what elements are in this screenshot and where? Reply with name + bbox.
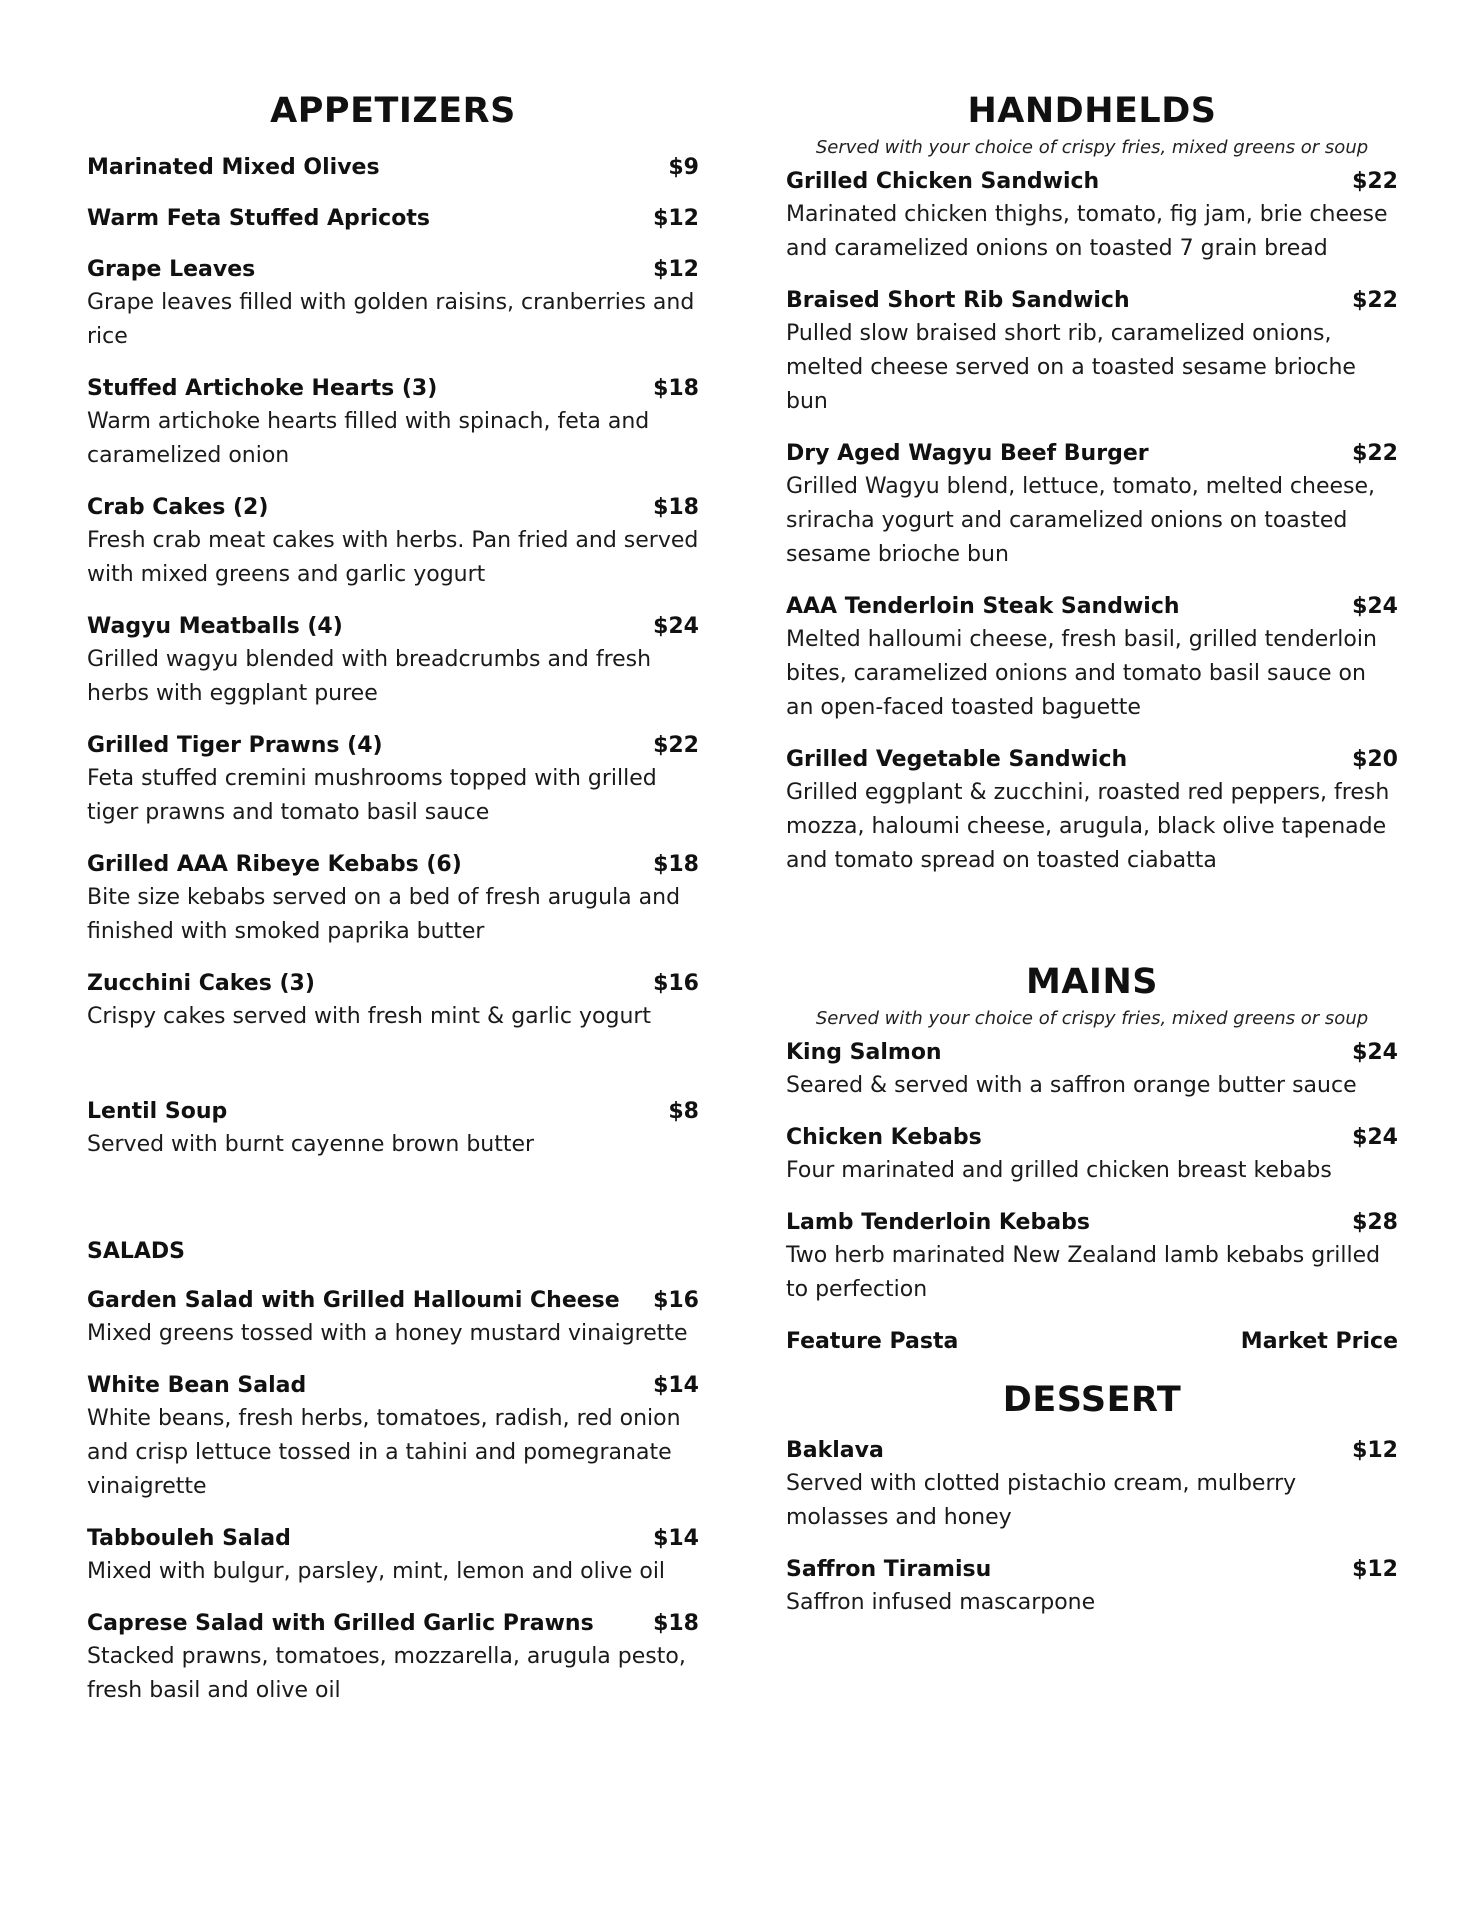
menu-item [786, 1207, 1398, 1307]
item-price: $18 [653, 495, 699, 520]
item-price: $16 [653, 1288, 699, 1313]
menu-item [786, 744, 1398, 878]
item-price: $14 [653, 1373, 699, 1398]
item-name: AAA Tenderloin Steak Sandwich [786, 594, 1180, 619]
item-name: Wagyu Meatballs (4) [87, 614, 343, 639]
menu-item [87, 611, 699, 711]
item-price: $24 [1352, 1125, 1398, 1150]
menu-item [87, 1523, 699, 1589]
item-description: Grape leaves filled with golden raisins, cranberries and rice [87, 290, 695, 349]
menu-item [87, 1370, 699, 1504]
item-description: Pulled slow braised short rib, caramelized onions, melted cheese served on a toasted sesame brioche bun [786, 321, 1356, 414]
handhelds-title: HANDHELDS [967, 91, 1217, 131]
item-price: $14 [653, 1526, 699, 1551]
mains-subtitle: Served with your choice of crispy fries, mixed greens or soup [815, 1008, 1369, 1029]
menu-item [87, 730, 699, 830]
item-name: Chicken Kebabs [786, 1125, 982, 1150]
left-column [87, 84, 699, 1727]
item-name: Grilled AAA Ribeye Kebabs (6) [87, 852, 462, 877]
item-name: Dry Aged Wagyu Beef Burger [786, 441, 1149, 466]
item-description: Feta stuffed cremini mushrooms topped with grilled tiger prawns and tomato basil sauce [87, 766, 657, 825]
item-name: Stuffed Artichoke Hearts (3) [87, 376, 438, 401]
item-name: Marinated Mixed Olives [87, 155, 380, 180]
menu-item [87, 254, 699, 354]
item-name: Baklava [786, 1438, 884, 1463]
item-description: Crispy cakes served with fresh mint & garlic yogurt [87, 1004, 652, 1029]
item-description: Two herb marinated New Zealand lamb kebabs grilled to perfection [786, 1243, 1381, 1302]
item-description: Bite size kebabs served on a bed of fresh arugula and finished with smoked paprika butter [87, 885, 681, 944]
item-price: $18 [653, 852, 699, 877]
item-name: Garden Salad with Grilled Halloumi Cheese [87, 1288, 620, 1313]
item-description: Seared & served with a saffron orange butter sauce [786, 1073, 1357, 1098]
item-description: Mixed greens tossed with a honey mustard vinaigrette [87, 1321, 688, 1346]
item-description: Mixed with bulgur, parsley, mint, lemon and olive oil [87, 1559, 666, 1584]
menu-item-soup [87, 1096, 699, 1162]
menu-item [87, 152, 699, 184]
item-name: Grilled Vegetable Sandwich [786, 747, 1128, 772]
item-description: Served with burnt cayenne brown butter [87, 1132, 535, 1157]
item-description: Warm artichoke hearts filled with spinach, feta and caramelized onion [87, 409, 650, 468]
item-price: $22 [1352, 169, 1398, 194]
item-price: $28 [1352, 1210, 1398, 1235]
item-description: White beans, fresh herbs, tomatoes, radish, red onion and crisp lettuce tossed in a tahini and pomegranate vinaigrette [87, 1406, 681, 1499]
item-name: Feature Pasta [786, 1329, 959, 1354]
item-name: Lentil Soup [87, 1099, 228, 1124]
item-price: $18 [653, 376, 699, 401]
item-name: Tabbouleh Salad [87, 1526, 291, 1551]
item-price: $18 [653, 1611, 699, 1636]
item-description: Saffron infused mascarpone [786, 1590, 1096, 1615]
menu-item [786, 1554, 1398, 1620]
menu-item [87, 1285, 699, 1351]
item-name: Crab Cakes (2) [87, 495, 269, 520]
item-description: Served with clotted pistachio cream, mulberry molasses and honey [786, 1471, 1297, 1530]
right-column [786, 84, 1398, 1639]
menu-item [87, 492, 699, 592]
menu-item [87, 849, 699, 949]
item-name: Saffron Tiramisu [786, 1557, 992, 1582]
item-price: $20 [1352, 747, 1398, 772]
item-name: White Bean Salad [87, 1373, 307, 1398]
handhelds-subtitle: Served with your choice of crispy fries, mixed greens or soup [815, 137, 1369, 158]
item-description: Grilled eggplant & zucchini, roasted red peppers, fresh mozza, haloumi cheese, arugula, black olive tapenade and tomato spread on toasted ciabatta [786, 780, 1390, 873]
menu-item [87, 373, 699, 473]
item-description: Grilled Wagyu blend, lettuce, tomato, melted cheese, sriracha yogurt and caramelized onions on toasted sesame brioche bun [786, 474, 1376, 567]
item-price: $12 [653, 206, 699, 231]
item-name: King Salmon [786, 1040, 942, 1065]
item-name: Zucchini Cakes (3) [87, 971, 315, 996]
menu-item [786, 285, 1398, 419]
menu-item [786, 438, 1398, 572]
mains-title: MAINS [1026, 962, 1158, 1002]
dessert-title: DESSERT [1002, 1380, 1182, 1420]
item-name: Grilled Chicken Sandwich [786, 169, 1100, 194]
item-price: $22 [1352, 288, 1398, 313]
menu-item [87, 968, 699, 1034]
menu-item [786, 166, 1398, 266]
item-price: $24 [1352, 1040, 1398, 1065]
item-name: Braised Short Rib Sandwich [786, 288, 1130, 313]
item-description: Grilled wagyu blended with breadcrumbs and fresh herbs with eggplant puree [87, 647, 652, 706]
item-name: Warm Feta Stuffed Apricots [87, 206, 430, 231]
item-price: $24 [1352, 594, 1398, 619]
salads-heading: SALADS [87, 1239, 186, 1264]
menu-item [786, 591, 1398, 725]
item-price: $22 [1352, 441, 1398, 466]
item-description: Melted halloumi cheese, fresh basil, grilled tenderloin bites, caramelized onions and tomato basil sauce on an open-faced toasted baguette [786, 627, 1377, 720]
item-price: $9 [668, 155, 699, 180]
item-name: Caprese Salad with Grilled Garlic Prawns [87, 1611, 594, 1636]
menu-item [786, 1435, 1398, 1535]
item-price: Market Price [1240, 1329, 1398, 1354]
item-description: Marinated chicken thighs, tomato, fig jam, brie cheese and caramelized onions on toasted 7 grain bread [786, 202, 1388, 261]
item-name: Grilled Tiger Prawns (4) [87, 733, 383, 758]
menu-item [786, 1326, 1398, 1358]
appetizers-title: APPETIZERS [270, 91, 516, 131]
item-price: $12 [1352, 1438, 1398, 1463]
menu-item [786, 1122, 1398, 1188]
item-price: $8 [668, 1099, 699, 1124]
item-name: Grape Leaves [87, 257, 256, 282]
menu-item [87, 203, 699, 235]
item-name: Lamb Tenderloin Kebabs [786, 1210, 1090, 1235]
item-description: Fresh crab meat cakes with herbs. Pan fried and served with mixed greens and garlic yogurt [87, 528, 699, 587]
item-description: Stacked prawns, tomatoes, mozzarella, arugula pesto, fresh basil and olive oil [87, 1644, 686, 1703]
menu-item [87, 1608, 699, 1708]
item-price: $22 [653, 733, 699, 758]
item-price: $12 [1352, 1557, 1398, 1582]
menu-item [786, 1037, 1398, 1103]
item-price: $12 [653, 257, 699, 282]
item-price: $24 [653, 614, 699, 639]
item-description: Four marinated and grilled chicken breast kebabs [786, 1158, 1332, 1183]
item-price: $16 [653, 971, 699, 996]
